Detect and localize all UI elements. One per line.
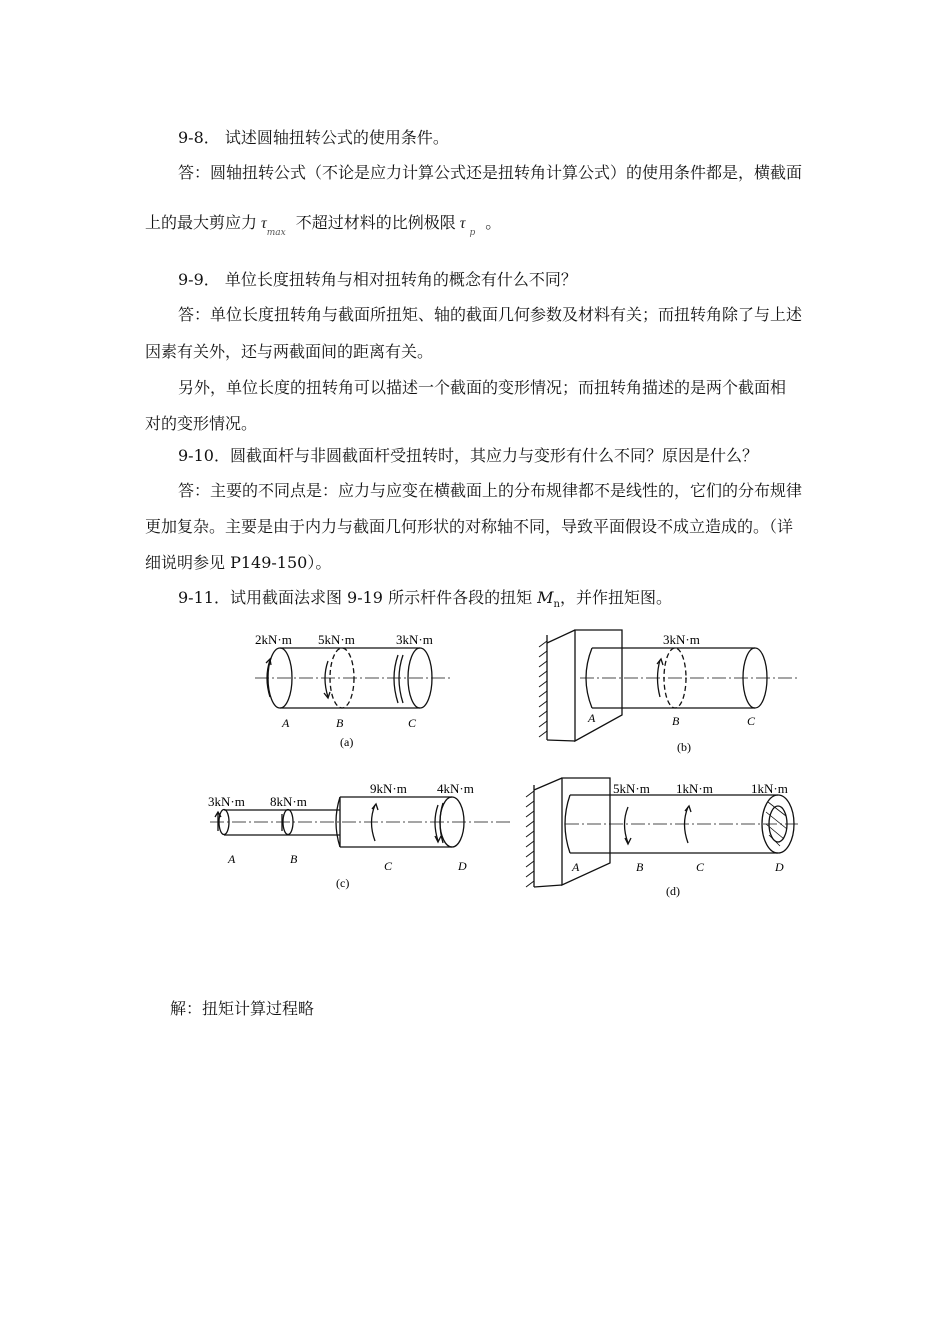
- q99-answer-line1: 答：单位长度扭转角与截面所扭矩、轴的截面几何参数及材料有关；而扭转角除了与上述: [178, 305, 803, 324]
- fig-b-caption: (b): [677, 740, 691, 754]
- fig-b-point-c: C: [747, 714, 756, 728]
- tau-p-symbol: τ: [459, 215, 466, 232]
- q99-answer-line3: 另外，单位长度的扭转角可以描述一个截面的变形情况；而扭转角描述的是两个截面相: [178, 378, 787, 397]
- fig-c-caption: (c): [336, 876, 350, 890]
- q98-title: 9-8． 试述圆轴扭转公式的使用条件。: [178, 128, 449, 147]
- sub-n: n: [553, 599, 560, 610]
- q910-answer-line3: 细说明参见 P149-150）。: [145, 553, 332, 572]
- fig-c-point-d: D: [458, 859, 467, 873]
- fig-d-point-b: B: [636, 860, 644, 874]
- fig-c-point-b: B: [290, 852, 298, 866]
- fig-c-load-2: 8kN·m: [270, 794, 307, 809]
- q99-answer-line2: 因素有关外，还与两截面间的距离有关。: [145, 342, 434, 361]
- q99-answer-line4: 对的变形情况。: [145, 414, 258, 433]
- q911-title-part1: 9-11．试用截面法求图 9-19 所示杆件各段的扭矩: [178, 588, 538, 607]
- fig-d-point-a: A: [572, 860, 580, 874]
- fig-a-load-3: 3kN·m: [396, 632, 433, 647]
- q911-title-part2: ，并作扭矩图。: [560, 588, 673, 607]
- fig-d-caption: (d): [666, 884, 680, 898]
- q98-answer-line1: 答：圆轴扭转公式（不论是应力计算公式还是扭转角计算公式）的使用条件都是，横截面: [178, 163, 803, 182]
- solution-text: 解：扭矩计算过程略: [170, 999, 315, 1018]
- fig-c-point-c: C: [384, 859, 393, 873]
- fig-d-load-1: 5kN·m: [613, 781, 650, 796]
- fig-d-point-c: C: [696, 860, 705, 874]
- fig-b-load-1: 3kN·m: [663, 632, 700, 647]
- fig-c-load-4: 4kN·m: [437, 781, 474, 796]
- fig-a-point-c: C: [408, 716, 417, 730]
- fig-a-load-1: 2kN·m: [255, 632, 292, 647]
- q910-answer-line2: 更加复杂。主要是由于内力与截面几何形状的对称轴不同，导致平面假设不成立造成的。（详: [145, 517, 794, 536]
- q910-answer-line1: 答：主要的不同点是：应力与应变在横截面上的分布规律都不是线性的，它们的分布规律: [178, 481, 803, 500]
- fig-c-load-3: 9kN·m: [370, 781, 407, 796]
- fig-d-load-2: 1kN·m: [676, 781, 713, 796]
- q911-title: [178, 588, 672, 611]
- tau-symbol: τ: [261, 215, 267, 232]
- fig-c-load-1: 3kN·m: [208, 794, 245, 809]
- q98-end: 。: [485, 213, 502, 232]
- fig-b-point-b: B: [672, 714, 680, 728]
- figure-c: [210, 797, 510, 847]
- fig-a-caption: (a): [340, 735, 354, 749]
- fig-a-point-b: B: [336, 716, 344, 730]
- q910-title: 9-10．圆截面杆与非圆截面杆受扭转时，其应力与变形有什么不同？原因是什么？: [178, 446, 758, 465]
- fig-a-load-2: 5kN·m: [318, 632, 355, 647]
- fig-d-point-d: D: [775, 860, 784, 874]
- fig-b-point-a: A: [588, 711, 596, 725]
- figure-a: [255, 648, 452, 708]
- sub-p: p: [469, 228, 476, 238]
- sub-max: max: [266, 228, 286, 238]
- fig-a-point-a: A: [282, 716, 290, 730]
- fig-c-point-a: A: [228, 852, 236, 866]
- q98-answer-part2: 不超过材料的比例极限: [295, 213, 456, 232]
- q99-title: 9-9． 单位长度扭转角与相对扭转角的概念有什么不同？: [178, 270, 577, 289]
- fig-d-load-3: 1kN·m: [751, 781, 788, 796]
- q98-answer-part1: 上的最大剪应力: [145, 213, 258, 232]
- figure-9-19: [200, 615, 800, 900]
- m-symbol: M: [537, 588, 554, 607]
- q98-answer-line2: [145, 213, 501, 236]
